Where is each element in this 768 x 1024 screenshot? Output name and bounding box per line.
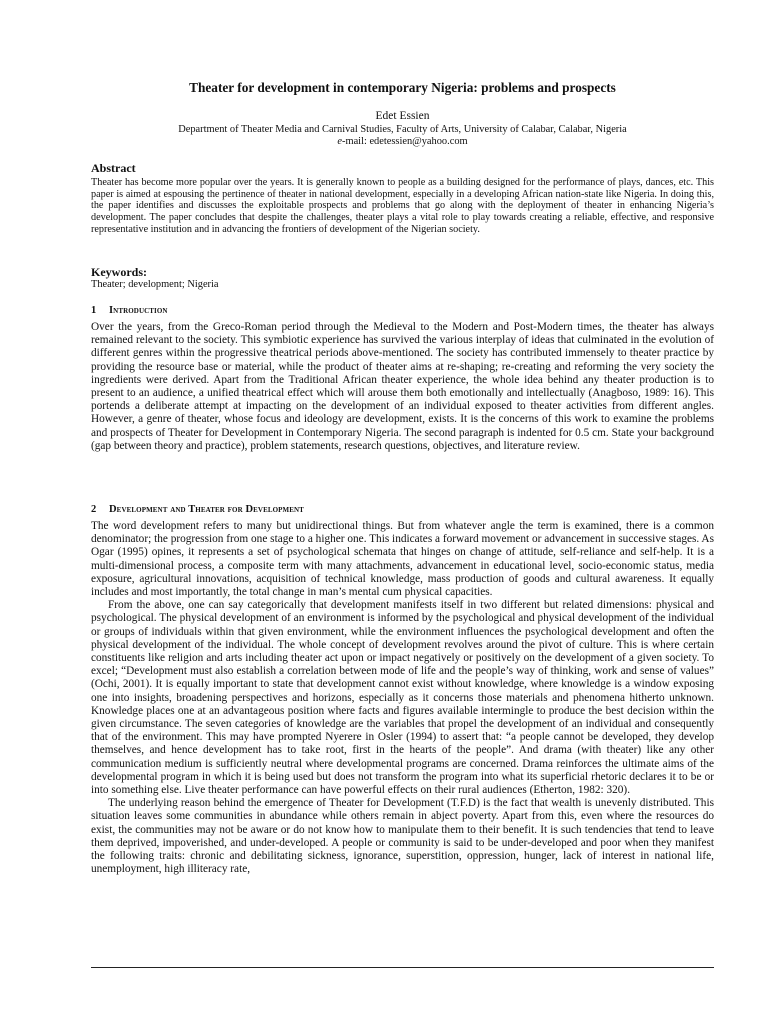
abstract-heading: Abstract [91, 161, 136, 175]
author-affiliation: Department of Theater Media and Carnival Studies, Faculty of Arts, University of Calabar, Calabar, Nigeria [178, 124, 627, 135]
section-number: 2 [91, 504, 97, 515]
section-body-introduction [91, 321, 714, 453]
keywords-text: Theater; development; Nigeria [91, 279, 219, 290]
abstract-text: Theater has become more popular over the years. It is generally known to people as a building designed for the performance of plays, dances, etc. This paper is aimed at espousing the pertinence of theater in national development, especially in a developing African nation-state like Nigeria. In doing this, the paper identifies and discusses the exploitable prospects and problems that go along with the deployment of theater in enhancing Nigeria’s development. The paper concludes that despite the challenges, theater plays a vital role to play towards creating a reliable, effective, and responsive representative institution and in advancing the frontiers of development of the Nigerian society. [91, 177, 714, 235]
section-title: Development and Theater for Development [109, 504, 304, 515]
email-label: e [337, 136, 343, 147]
section-heading-introduction [91, 305, 168, 316]
paper-title: Theater for development in contemporary Nigeria: problems and prospects [189, 80, 616, 95]
author-name: Edet Essien [375, 110, 430, 122]
paragraph: The underlying reason behind the emergence of Theater for Development (T.F.D) is the fact that wealth is unevenly distributed. This situation leaves some communities in abundance while others remain in abject poverty. Apart from this, even where the resources do exist, the communities may not be aware or do not know how to manipulate them to their benefit. It is such tendencies that tend to leave them deprived, impoverished, and under-developed. A people or community is said to be under-developed and poor when they manifest the following traits: chronic and debilitating sickness, ignorance, superstition, oppression, hunger, lack of interest in national life, unemployment, high illiteracy rate, [91, 797, 714, 876]
keywords-heading: Keywords: [91, 265, 147, 279]
email-address: -mail: edetessien@yahoo.com [342, 136, 468, 147]
footer-rule [91, 967, 714, 968]
section-body-development [91, 520, 714, 876]
paragraph: From the above, one can say categorically that development manifests itself in two different but related dimensions: physical and psychological. The physical development of an environment is informed by the psychological and physical development of the individual or groups of individuals within that given environment, while the environment influences the psychological development and often the physical development of the individual. The whole concept of development revolves around the pivot of culture. This is where certain constituents like religion and arts including theater act upon or impact negatively or positively on the development of a given society. To excel; “Development must also establish a correlation between mode of life and the people’s way of thinking, work and sense of values” (Ochi, 2001). It is equally important to state that development cannot exist without knowledge, where knowledge is a window exposing one into insights, broadening perspectives and horizons, especially as it concerns those materials and phenomena hitherto unknown. Knowledge places one at an advantageous position where facts and figures available intermingle to produce the best decision within the given circumstance. The seven categories of knowledge are the variables that propel the development of an individual and consequently that of the environment. This may have prompted Nyerere in Osler (1994) to assert that: “a people cannot be developed, they develop themselves, and hence development has to take root, first in the hearts of the people”. And drama (with theater) like any other communication medium is sufficiently neutral where developmental programs are concerned. Drama reinforces the ultimate aims of the developmental program in which it is being used but does not transform the program into what its superficial rhetoric declares it to be or into something else. Live theater performance can have powerful effects on their rural audiences (Etherton, 1982: 320). [91, 599, 714, 797]
paragraph: The word development refers to many but unidirectional things. But from whatever angle the term is examined, there is a common denominator; the progression from one stage to a higher one. This indicates a forward movement or advancement in successive stages. As Ogar (1995) opines, it represents a set of psychological schemata that hinges on change of attitude, self-reliance and self-help. It is a multi-dimensional process, a composite term with many attachments, advancement in educational level, socio-economic status, media exposure, agricultural innovations, acquisition of technical knowledge, mass production of goods and cultural awareness. It equally includes and most importantly, the total change in man’s mental cum physical capacities. [91, 520, 714, 599]
section-number: 1 [91, 305, 97, 316]
section-title: Introduction [109, 305, 168, 316]
author-email [91, 136, 714, 147]
paragraph: Over the years, from the Greco-Roman period through the Medieval to the Modern and Post-Modern times, the theater has always remained relevant to the society. This symbiotic experience has survived the various interplay of ideas that culminated in the evolution of different genres within the progressive theatrical periods above-mentioned. The society has contributed immensely to theater practice by providing the resource base or material, while the product of theater aims at re-shaping; re-creating and reforming the very society the ingredients were derived. Apart from the Traditional African theater experience, the whole idea behind any theater production is to present to an audience, a unified theatrical effect which will arouse them both emotionally and intellectually (Anagboso, 1989: 16). This portends a deliberate attempt at impacting on the development of an individual exposed to theater activities from different angles. However, a genre of theater, whose focus and ideology are development, exists. It is the concerns of this work to examine the problems and prospects of Theater for Development in Contemporary Nigeria. The second paragraph is indented for 0.5 cm. State your background (gap between theory and practice), problem statements, research questions, objectives, and literature review. [91, 321, 714, 452]
section-heading-development [91, 504, 304, 515]
